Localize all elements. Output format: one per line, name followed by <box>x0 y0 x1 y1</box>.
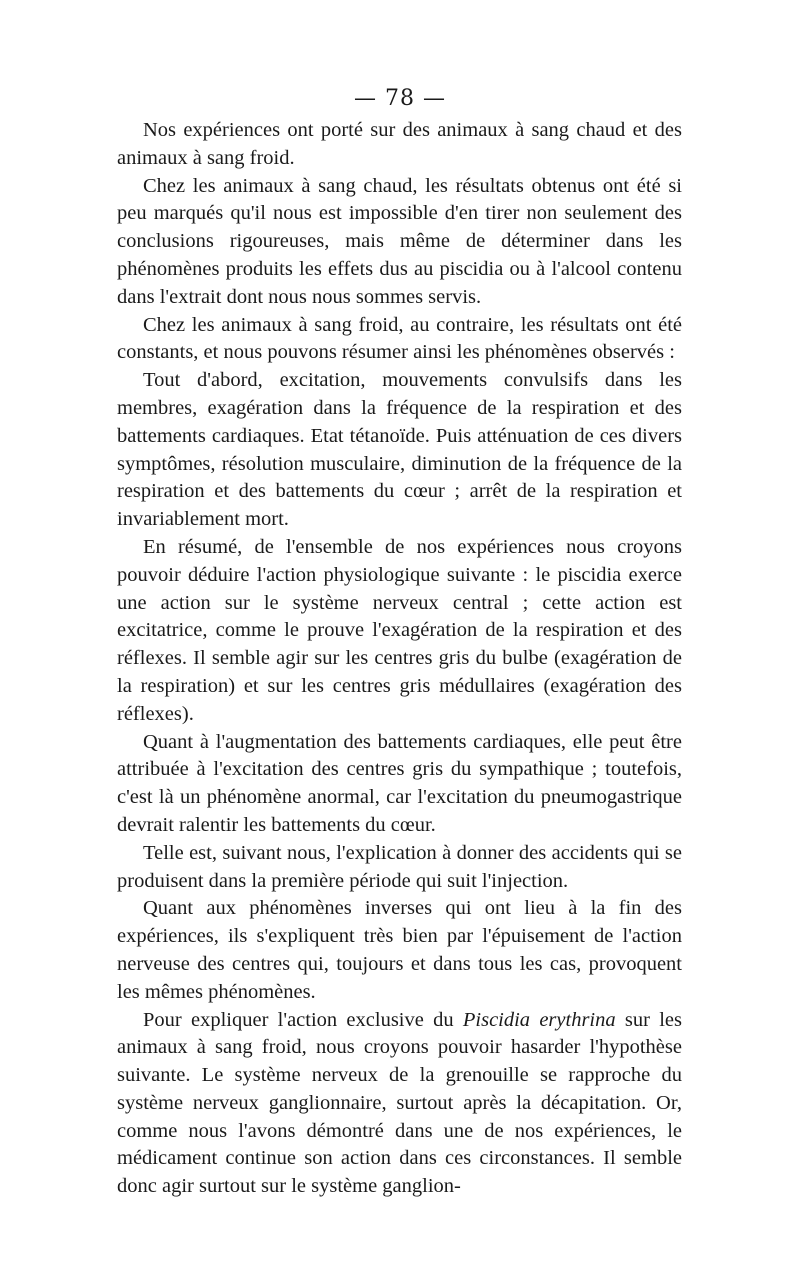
paragraph-9-before: Pour expliquer l'action exclusive du <box>143 1008 463 1031</box>
paragraph-9 <box>117 1007 682 1202</box>
paragraph-7: Telle est, suivant nous, l'explication à donner des accidents qui se produisent dans la première période qui suit l'injection. <box>117 841 682 892</box>
body-text <box>117 117 682 1201</box>
paragraph-8: Quant aux phénomènes inverses qui ont lieu à la fin des expériences, ils s'expliquent très bien par l'épuisement de l'action nerveuse des centres qui, toujours et dans tous les cas, provoquent les mêmes phénomènes. <box>117 897 682 1003</box>
paragraph-1: Nos expériences ont porté sur des animaux à sang chaud et des animaux à sang froid. <box>117 119 682 169</box>
paragraph-2: Chez les animaux à sang chaud, les résultats obtenus ont été si peu marqués qu'il nous est impossible d'en tirer non seulement des conclusions rigoureuses, mais même de déterminer dans les phénomènes produits les effets dus au piscidia ou à l'alcool contenu dans l'extrait dont nous nous sommes servis. <box>117 174 682 308</box>
species-name-italic: Piscidia erythrina <box>462 1008 616 1031</box>
paragraph-3: Chez les animaux à sang froid, au contraire, les résultats ont été constants, et nous pouvons résumer ainsi les phénomènes observés : <box>117 313 682 364</box>
paragraph-5: En résumé, de l'ensemble de nos expériences nous croyons pouvoir déduire l'action physiologique suivante : le piscidia exerce une action sur le système nerveux central ; cette action est excitatrice, comme le prouve l'exagération de la respiration et des réflexes. Il semble agir sur les centres gris du bulbe (exagération de la respiration) et sur les centres gris médullaires (exagération des réflexes). <box>117 535 682 725</box>
paragraph-4: Tout d'abord, excitation, mouvements convulsifs dans les membres, exagération dans la fréquence de la respiration et des battements cardiaques. Etat tétanoïde. Puis atténuation de ces divers symptômes, résolution musculaire, diminution de la fréquence de la respiration et des battements du cœur ; arrêt de la respiration et invariablement mort. <box>117 369 682 531</box>
paragraph-6: Quant à l'augmentation des battements cardiaques, elle peut être attribuée à l'excitation des centres gris du sympathique ; toutefois, c'est là un phénomène anormal, car l'excitation du pneumogastrique devrait ralentir les battements du cœur. <box>117 730 682 836</box>
page-number: — 78 — <box>354 86 446 111</box>
paragraph-9-after: sur les animaux à sang froid, nous croyons pouvoir hasarder l'hypothèse suivante. Le système nerveux de la grenouille se rapproche du système nerveux ganglionnaire, surtout après la décapitation. Or, comme nous l'avons démontré dans une de nos expériences, le médicament continue son action dans ces circonstances. Il semble donc agir surtout sur le système ganglion- <box>117 1008 682 1198</box>
